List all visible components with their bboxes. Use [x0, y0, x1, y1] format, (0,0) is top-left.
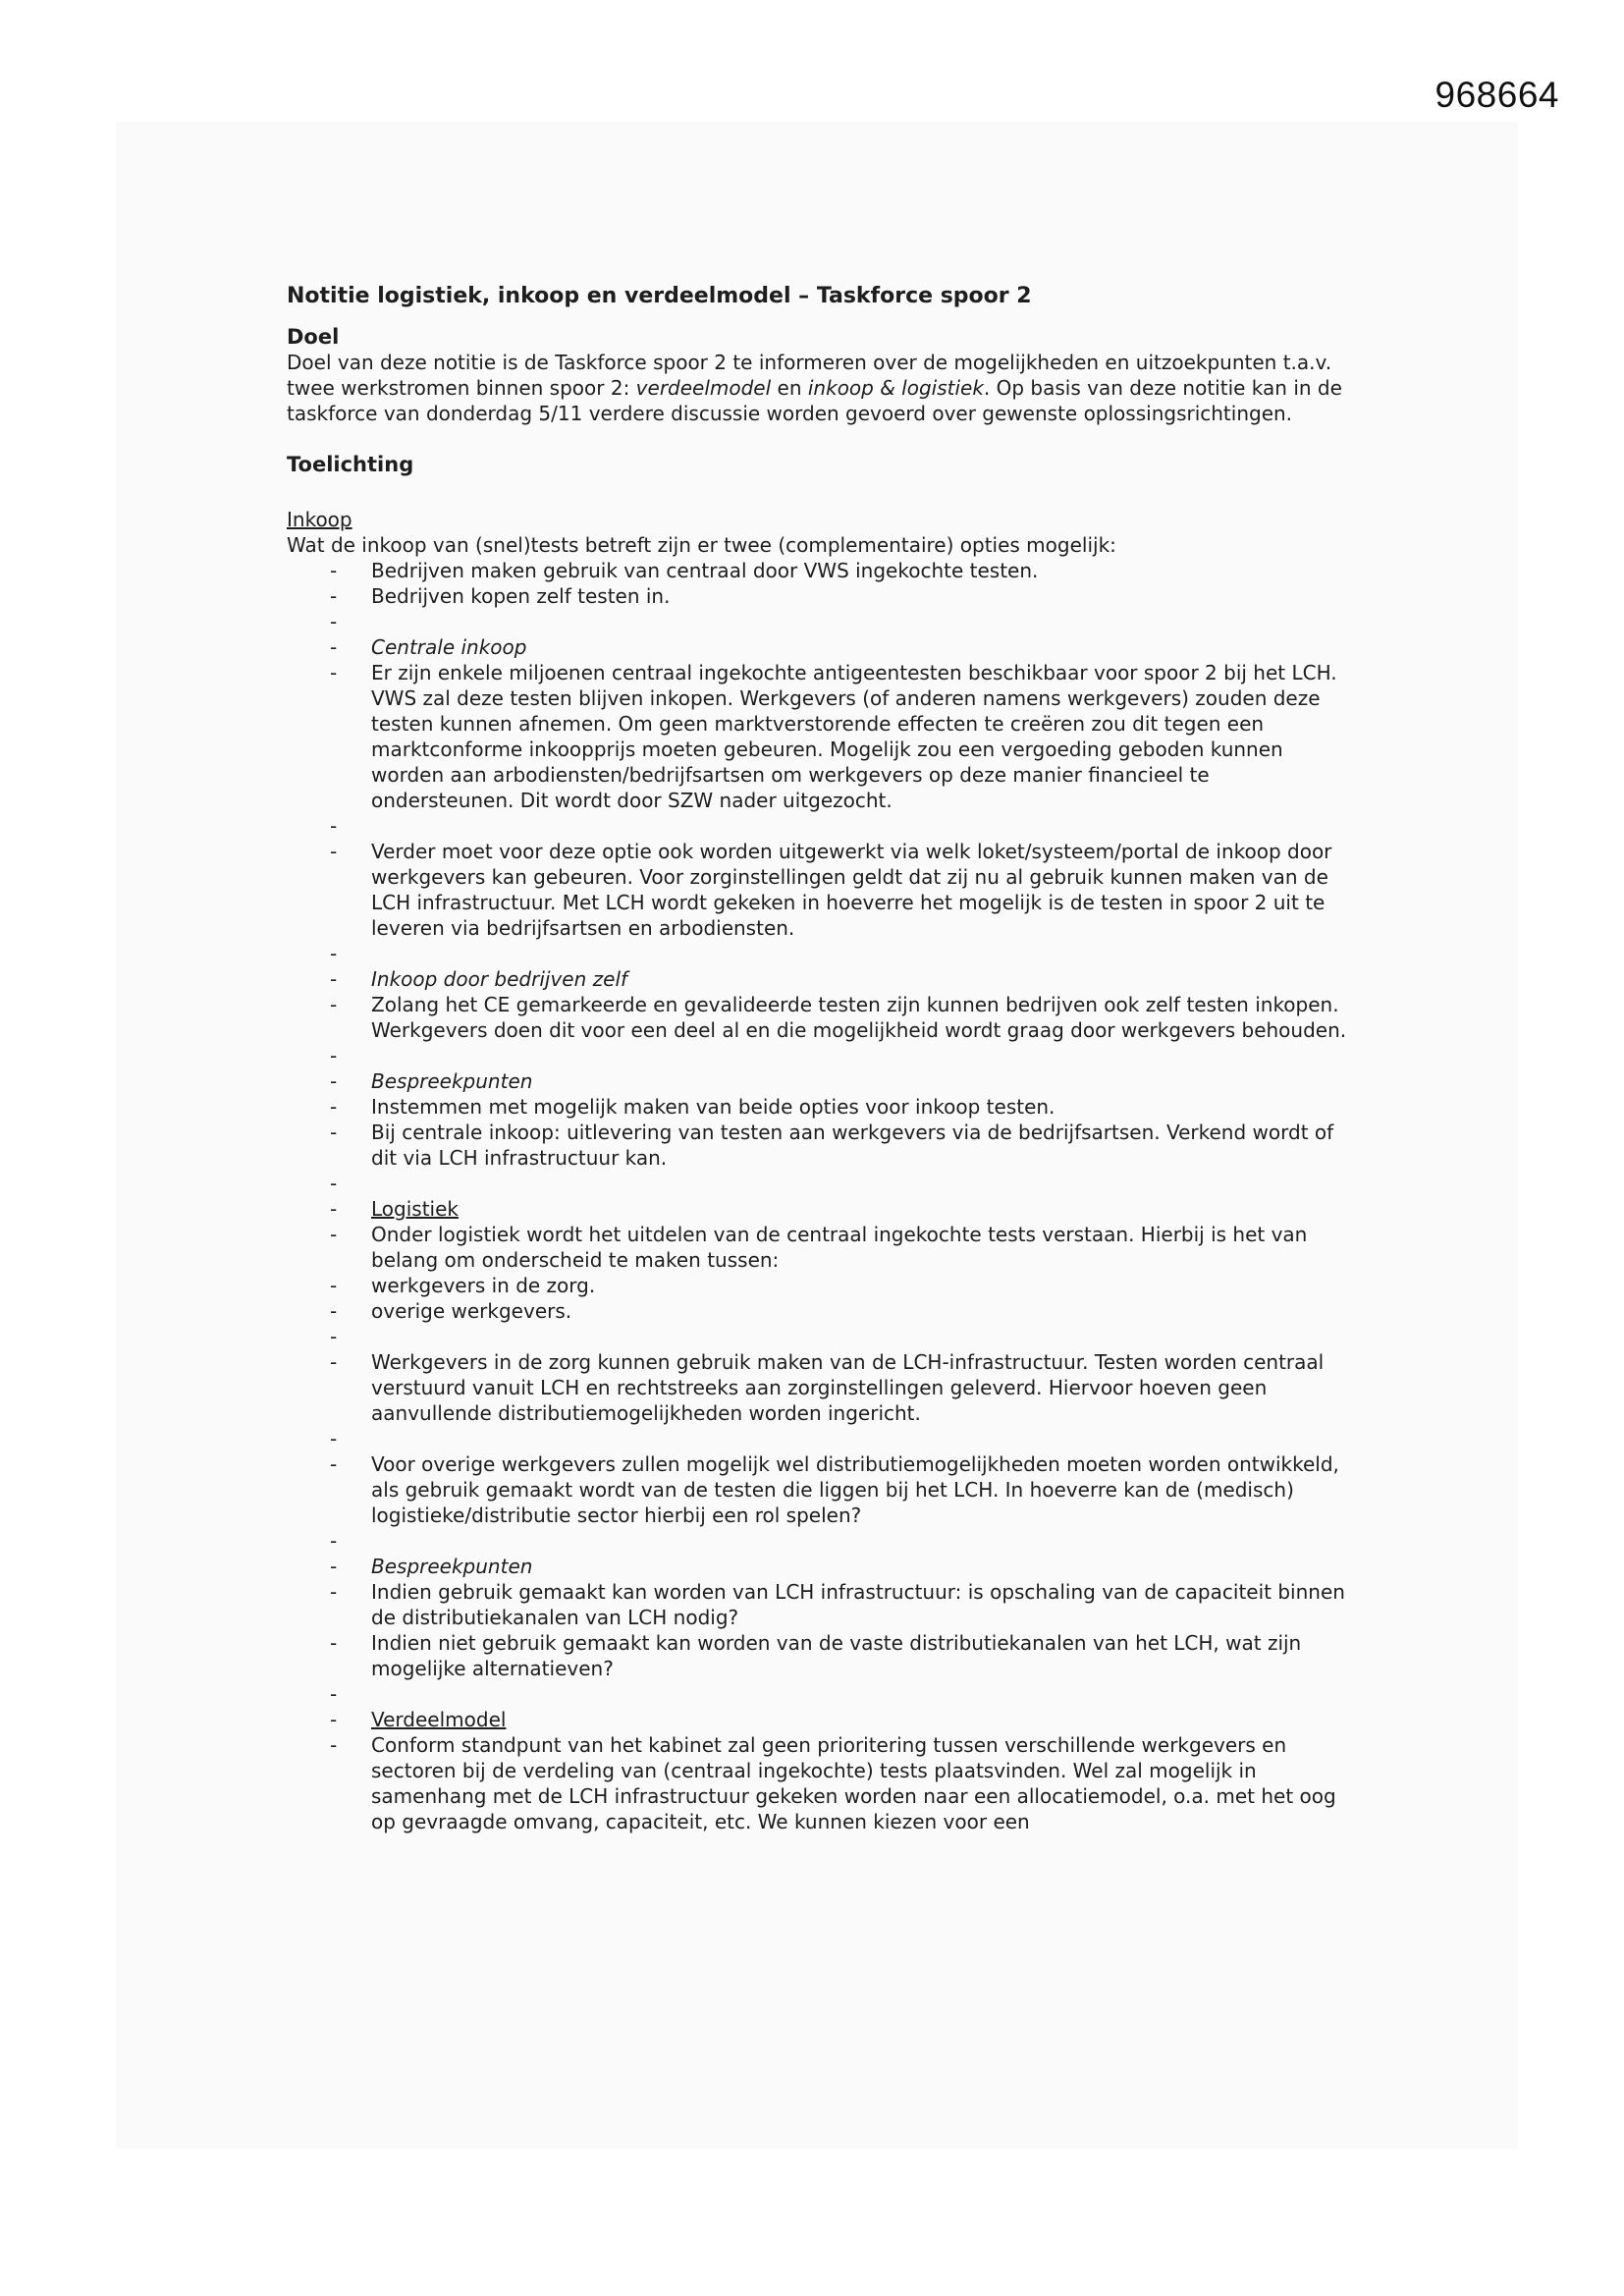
list-item [287, 1094, 1357, 1120]
dash-marker: - [330, 1708, 338, 1731]
dash-marker: - [330, 1121, 338, 1144]
dash-marker: - [330, 610, 338, 633]
dash-marker: - [330, 1555, 338, 1578]
dash-marker: - [330, 584, 338, 608]
list-item [287, 992, 1357, 1043]
list-item [287, 1171, 1357, 1196]
dash-marker: - [330, 1580, 338, 1604]
list-item-text: Er zijn enkele miljoenen centraal ingekochte antigeentesten beschikbaar voor spoor 2 bij het LCH. VWS zal deze testen blijven inkopen. Werkgevers (of anderen namens werkgevers) zouden deze testen kunnen afnemen. Om geen marktverstorende effecten te creëren zou dit tegen een marktconforme inkoopprijs moeten gebeuren. Mogelijk zou een vergoeding geboden kunnen worden aan arbodiensten/bedrijfsartsen om werkgevers op deze manier financieel te ondersteunen. Dit wordt door SZW nader uitgezocht. [371, 661, 1337, 812]
dash-marker: - [330, 1733, 338, 1757]
dash-marker: - [330, 635, 338, 659]
list-item-text: Centrale inkoop [371, 635, 527, 659]
list-item-text: overige werkgevers. [371, 1299, 572, 1323]
dash-marker: - [330, 1223, 338, 1246]
list-item [287, 1579, 1357, 1630]
dash-marker: - [330, 1095, 338, 1119]
list-item-text: Zolang het CE gemarkeerde en gevalideerde testen zijn kunnen bedrijven ook zelf testen inkopen. Werkgevers doen dit voor een deel al en die mogelijkheid wordt graag door werkgevers behouden. [371, 993, 1347, 1042]
list-item-text: Indien niet gebruik gemaakt kan worden van de vaste distributiekanalen van het LCH, wat zijn mogelijke alternatieven? [371, 1631, 1302, 1680]
list-item [287, 1707, 1357, 1732]
toelichting-heading: Toelichting [287, 453, 414, 476]
dash-marker: - [330, 559, 338, 582]
dash-marker: - [330, 1452, 338, 1476]
dash-marker: - [330, 1325, 338, 1348]
inkoop-intro: Wat de inkoop van (snel)tests betreft zijn er twee (complementaire) opties mogelijk: [287, 533, 1116, 557]
dash-marker: - [330, 1299, 338, 1323]
memo-body [287, 283, 1357, 1834]
list-item [287, 1349, 1357, 1426]
list-item [287, 1630, 1357, 1681]
list-item [287, 941, 1357, 966]
list-item-text: Indien gebruik gemaakt kan worden van LCH infrastructuur: is opschaling van de capaciteit binnen de distributiekanalen van LCH nodig? [371, 1580, 1345, 1629]
list-item-text: Logistiek [371, 1197, 459, 1221]
list-item [287, 1196, 1357, 1222]
list-item [287, 1222, 1357, 1273]
list-item [287, 558, 1357, 583]
list-item-text: Voor overige werkgevers zullen mogelijk wel distributiemogelijkheden moeten worden ontwikkeld, als gebruik gemaakt wordt van de testen die liggen bij het LCH. In hoeverre kan de (medisch) logistieke/distributie sector hierbij een rol spelen? [371, 1452, 1339, 1527]
list-item-text: werkgevers in de zorg. [371, 1274, 596, 1297]
doel-text-end: . Op basis van deze notitie kan in de taskforce van donderdag 5/11 verdere discussie worden gevoerd over gewenste oplossingsrichtingen. [287, 376, 1342, 425]
list-item-text: Verdeelmodel [371, 1708, 507, 1731]
doel-text-start: Doel van deze notitie is de Taskforce spoor 2 te informeren over de mogelijkheden en uitzoekpunten t.a.v. twee werkstromen binnen spoor 2: [287, 351, 1332, 400]
list-item-text: Onder logistiek wordt het uitdelen van de centraal ingekochte tests verstaan. Hierbij is het van belang om onderscheid te maken tussen: [371, 1223, 1308, 1272]
list-item-text: Bedrijven maken gebruik van centraal door VWS ingekochte testen. [371, 559, 1039, 582]
dash-marker: - [330, 1529, 338, 1553]
dash-marker: - [330, 814, 338, 838]
list-item-text: Inkoop door bedrijven zelf [371, 967, 628, 991]
bullet-list [287, 558, 1357, 1834]
dash-marker: - [330, 1044, 338, 1067]
dash-marker: - [330, 661, 338, 684]
list-item [287, 1681, 1357, 1707]
list-item [287, 1554, 1357, 1579]
dash-marker: - [330, 1350, 338, 1374]
list-item [287, 634, 1357, 660]
list-item [287, 609, 1357, 634]
list-item-text: Verder moet voor deze optie ook worden uitgewerkt via welk loket/systeem/portal de inkoop door werkgevers kan gebeuren. Voor zorginstellingen geldt dat zij nu al gebruik kunnen maken van de LCH infrastructuur. Met LCH wordt gekeken in hoeverre het mogelijk is de testen in spoor 2 uit te leveren via bedrijfsartsen en arbodiensten. [371, 840, 1332, 940]
dash-marker: - [330, 1172, 338, 1195]
list-item [287, 813, 1357, 839]
list-item-text: Bespreekpunten [371, 1555, 533, 1578]
doel-emphasis-verdeelmodel: verdeelmodel [635, 376, 772, 400]
list-item [287, 1324, 1357, 1349]
list-item [287, 1043, 1357, 1068]
doel-paragraph [287, 350, 1357, 426]
list-item [287, 660, 1357, 813]
list-item-text: Werkgevers in de zorg kunnen gebruik maken van de LCH-infrastructuur. Testen worden centraal verstuurd vanuit LCH en rechtstreeks aan zorginstellingen geleverd. Hiervoor hoeven geen aanvullende distributiemogelijkheden worden ingericht. [371, 1350, 1325, 1425]
list-item-text: Conform standpunt van het kabinet zal geen prioritering tussen verschillende werkgevers en sectoren bij de verdeling van (centraal ingekochte) tests plaatsvinden. Wel zal mogelijk in samenhang met de LCH infrastructuur gekeken worden naar een allocatiemodel, o.a. met het oog op gevraagde omvang, capaciteit, etc. We kunnen kiezen voor een [371, 1733, 1336, 1833]
list-item-text: Bespreekpunten [371, 1069, 533, 1093]
list-item [287, 1120, 1357, 1171]
doel-emphasis-inkoop: inkoop & logistiek [807, 376, 984, 400]
doel-heading: Doel [287, 325, 340, 349]
document-number: 968664 [1435, 75, 1559, 115]
list-item [287, 583, 1357, 609]
list-item [287, 1528, 1357, 1554]
inkoop-heading: Inkoop [287, 508, 352, 531]
dash-marker: - [330, 1631, 338, 1655]
dash-marker: - [330, 967, 338, 991]
dash-marker: - [330, 1197, 338, 1221]
list-item [287, 966, 1357, 992]
list-item-text: Bij centrale inkoop: uitlevering van testen aan werkgevers via de bedrijfsartsen. Verkend wordt of dit via LCH infrastructuur kan. [371, 1121, 1334, 1170]
dash-marker: - [330, 1682, 338, 1706]
list-item-text: Instemmen met mogelijk maken van beide opties voor inkoop testen. [371, 1095, 1056, 1119]
list-item-text: Bedrijven kopen zelf testen in. [371, 584, 671, 608]
dash-marker: - [330, 993, 338, 1016]
dash-marker: - [330, 1069, 338, 1093]
list-item [287, 1298, 1357, 1324]
dash-marker: - [330, 840, 338, 863]
list-item [287, 839, 1357, 941]
list-item [287, 1451, 1357, 1528]
list-item [287, 1273, 1357, 1298]
dash-marker: - [330, 1427, 338, 1450]
memo-title: Notitie logistiek, inkoop en verdeelmodel – Taskforce spoor 2 [287, 284, 1032, 308]
dash-marker: - [330, 942, 338, 965]
list-item [287, 1068, 1357, 1094]
list-item [287, 1732, 1357, 1834]
doel-text-mid: en [771, 376, 808, 400]
dash-marker: - [330, 1274, 338, 1297]
list-item [287, 1426, 1357, 1451]
